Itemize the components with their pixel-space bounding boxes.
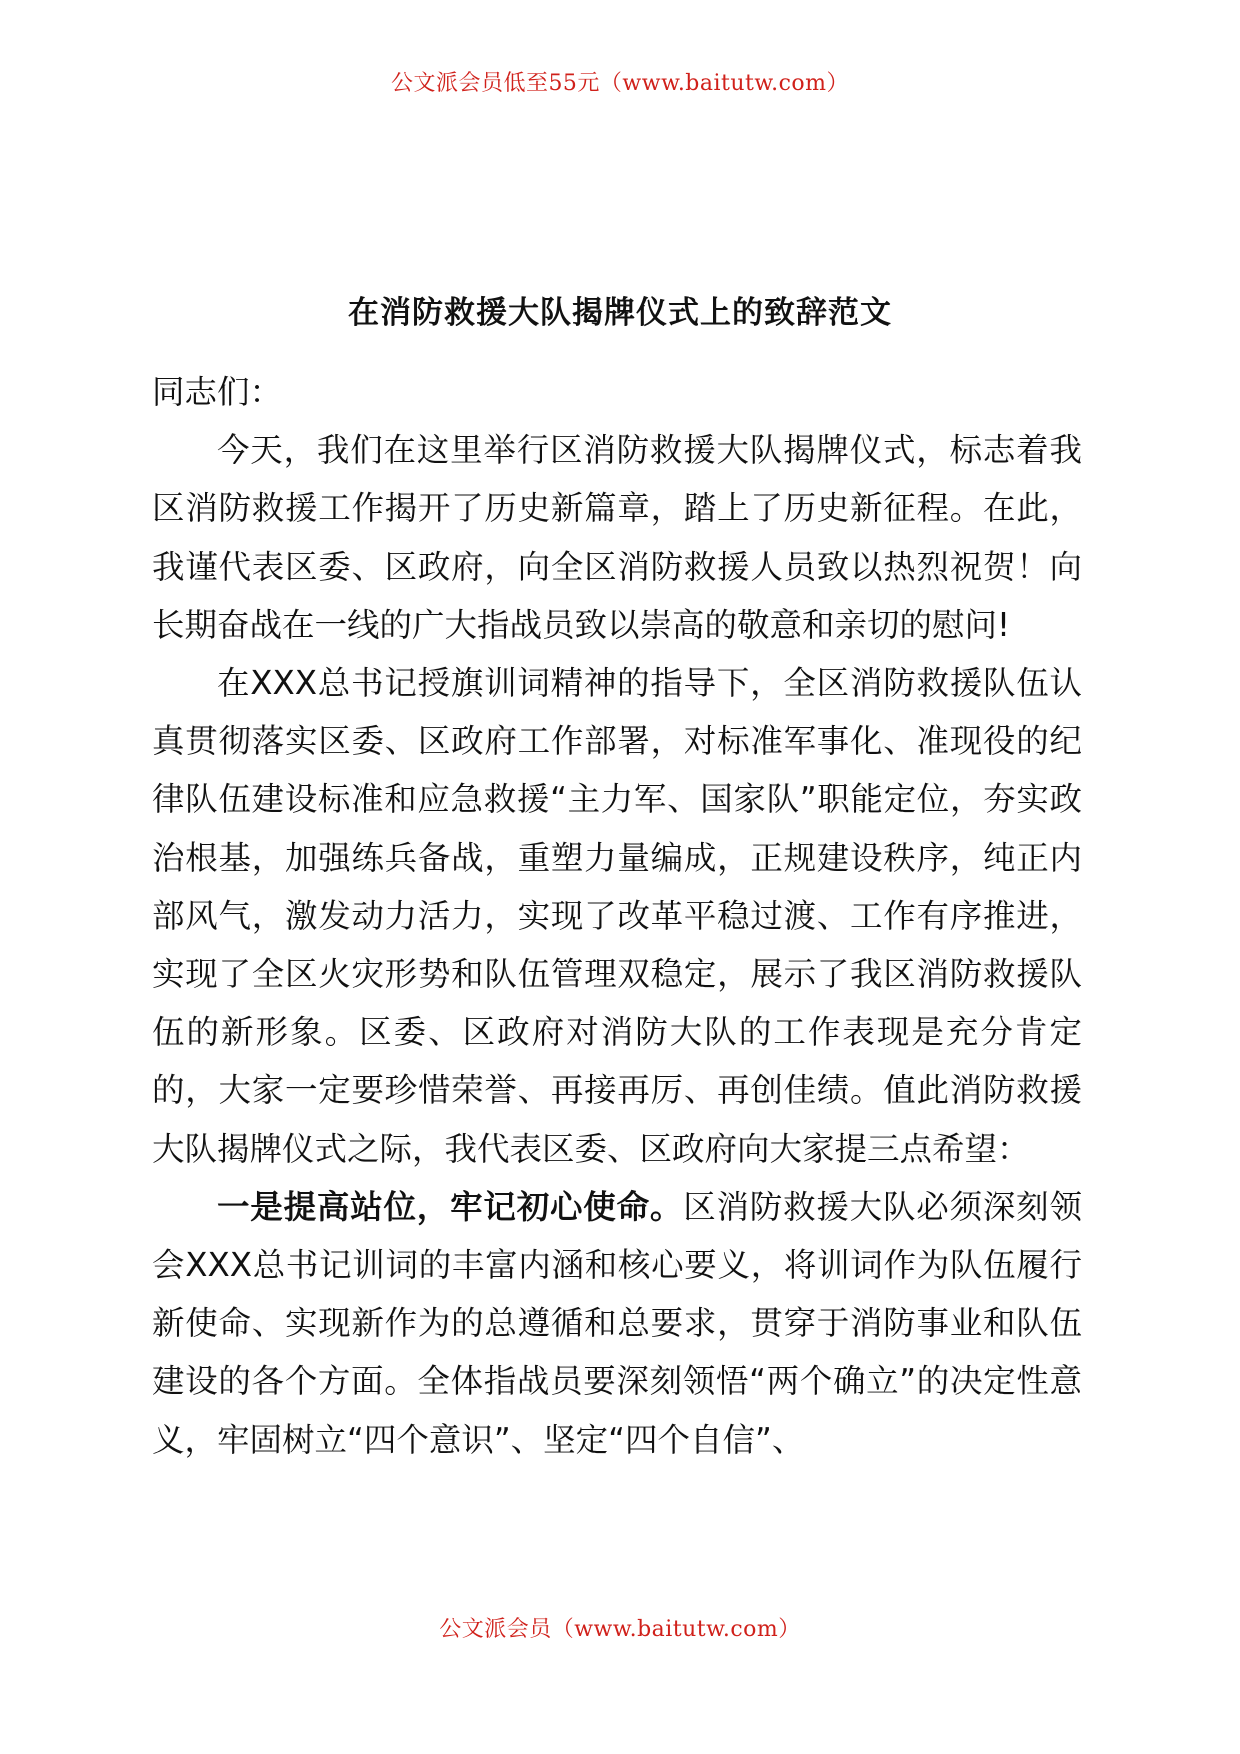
paragraph-text: 区消防救援大队必须深刻领会XXX总书记训词的丰富内涵和核心要义，将训词作为队伍履行新使命、实现新作为的总遵循和总要求，贯穿于消防事业和队伍建设的各个方面。全体指战员要深刻领悟“两个确立”的决定性意义，牢固树立“四个意识”、坚定“四个自信”、	[152, 1187, 1082, 1459]
paragraph-opening	[152, 421, 1082, 654]
document-title: 在消防救援大队揭牌仪式上的致辞范文	[348, 295, 892, 331]
salutation: 同志们：	[152, 373, 283, 411]
paragraph-first-hope	[152, 1178, 1082, 1469]
footer-watermark-note: 公文派会员（www.baitutw.com）	[439, 1617, 801, 1642]
paragraph-achievements	[152, 654, 1082, 1178]
paragraph-lead-heading: 一是提高站位，牢记初心使命。	[217, 1187, 684, 1226]
paragraph-text: 今天，我们在这里举行区消防救援大队揭牌仪式，标志着我区消防救援工作揭开了历史新篇章，踏上了历史新征程。在此，我谨代表区委、区政府，向全区消防救援人员致以热烈祝贺！向长期奋战在一线的广大指战员致以崇高的敬意和亲切的慰问!	[152, 431, 1082, 644]
document-body	[152, 363, 1082, 1469]
paragraph-text: 在XXX总书记授旗训词精神的指导下，全区消防救援队伍认真贯彻落实区委、区政府工作部署，对标准军事化、准现役的纪律队伍建设标准和应急救援“主力军、国家队”职能定位，夯实政治根基，加强练兵备战，重塑力量编成，正规建设秩序，纯正内部风气，激发动力活力，实现了改革平稳过渡、工作有序推进，实现了全区火灾形势和队伍管理双稳定，展示了我区消防救援队伍的新形象。区委、区政府对消防大队的工作表现是充分肯定的，大家一定要珍惜荣誉、再接再厉、再创佳绩。值此消防救援大队揭牌仪式之际，我代表区委、区政府向大家提三点希望：	[152, 664, 1082, 1168]
header-watermark-note: 公文派会员低至55元（www.baitutw.com）	[390, 71, 850, 96]
